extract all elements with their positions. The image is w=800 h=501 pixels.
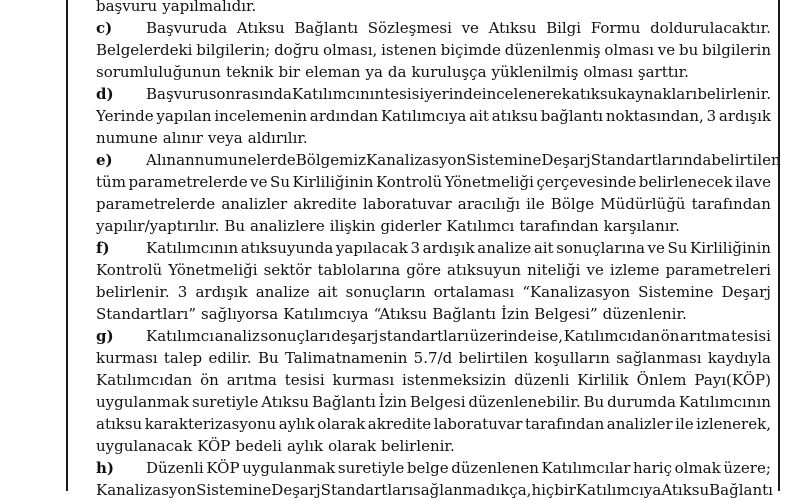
item-label: f): [96, 239, 110, 257]
paragraph-continuation: [96, 0, 771, 17]
line-text: Kanalizasyon Sistemine Deşarj Standartları sağlanmadıkça, hiçbir Katılımcıya Atıksu Bağlantı: [96, 481, 773, 499]
text-line: [96, 237, 771, 259]
text-line: [96, 83, 771, 105]
text-line: [96, 105, 771, 127]
text-line: [96, 457, 771, 479]
text-line: [96, 39, 771, 61]
line-text: Düzenli KÖP uygulanmak suretiyle belge düzenlenen Katılımcılar hariç olmak üzere;: [146, 459, 771, 477]
line-text: Belgelerdeki bilgilerin; doğru olması, istenen biçimde düzenlenmiş olması ve bu bilgilerin: [96, 41, 771, 59]
text-line: [96, 303, 771, 325]
text-line: [96, 347, 771, 369]
line-text: sorumluluğunun teknik bir eleman ya da kuruluşça yüklenilmiş olması şarttır.: [96, 63, 689, 81]
line-text: numune alınır veya aldırılır.: [96, 129, 308, 147]
text-line: [96, 413, 771, 435]
line-text: kurması talep edilir. Bu Talimatnamenin 5.7/d belirtilen koşulların sağlanması kaydıyla: [96, 349, 771, 367]
text-line: [96, 435, 771, 457]
paragraph-g: [96, 325, 771, 457]
page-left-border: [66, 0, 68, 491]
line-text: Kontrolü Yönetmeliği sektör tablolarına göre atıksuyun niteliği ve izleme parametreleri: [96, 261, 771, 279]
paragraph-d: [96, 83, 771, 149]
line-text: atıksu karakterizasyonu aylık olarak akredite laboratuvar tarafından analizler ile izlenerek,: [96, 415, 771, 433]
item-label: e): [96, 151, 113, 169]
line-text: Katılımcıdan ön arıtma tesisi kurması istenmeksizin düzenli Kirlilik Önlem Payı(KÖP): [96, 371, 771, 389]
line-text: tüm parametrelerde ve Su Kirliliğinin Kontrolü Yönetmeliği çerçevesinde belirlenecek ilave: [96, 173, 771, 191]
line-text: uygulanacak KÖP bedeli aylık olarak belirlenir.: [96, 437, 455, 455]
text-line: [96, 193, 771, 215]
text-line: [96, 325, 771, 347]
line-text: Alınan numunelerde Bölgemiz Kanalizasyon Sistemine Deşarj Standartlarında belirtilen: [146, 151, 781, 169]
text-line: [96, 215, 771, 237]
line-text: başvuru yapılmalıdır.: [96, 0, 257, 15]
text-line: [96, 369, 771, 391]
text-line: [96, 127, 771, 149]
line-text: Başvuruda Atıksu Bağlantı Sözleşmesi ve Atıksu Bilgi Formu doldurulacaktır.: [146, 19, 771, 37]
page-right-border: [778, 0, 780, 491]
text-line: [96, 281, 771, 303]
text-line: [96, 17, 771, 39]
line-text: uygulanmak suretiyle Atıksu Bağlantı İzin Belgesi düzenlenebilir. Bu durumda Katılımcının: [96, 393, 771, 411]
item-label: h): [96, 459, 115, 477]
item-label: d): [96, 85, 114, 103]
text-line: [96, 0, 771, 17]
line-text: Katılımcı analiz sonuçları deşarj standartları üzerinde ise, Katılımcıdan ön arıtma tesisi: [146, 327, 771, 345]
line-text: Standartları” sağlıyorsa Katılımcıya “Atıksu Bağlantı İzin Belgesi” düzenlenir.: [96, 305, 687, 323]
paragraph-c: [96, 17, 771, 83]
paragraph-f: [96, 237, 771, 325]
item-label: g): [96, 327, 114, 345]
text-line: [96, 479, 771, 501]
document-page: [96, 0, 781, 501]
item-label: c): [96, 19, 113, 37]
paragraph-e: [96, 149, 781, 237]
text-line: [96, 61, 771, 83]
text-line: [96, 391, 771, 413]
text-line: [96, 149, 781, 171]
line-text: Başvuru sonrasında Katılımcının tesisi yerinde incelenerek atıksu kaynakları belirlenir.: [146, 85, 771, 103]
line-text: Yerinde yapılan incelemenin ardından Katılımcıya ait atıksu bağlantı noktasından, 3 ardışık: [96, 107, 771, 125]
text-line: [96, 259, 771, 281]
line-text: belirlenir. 3 ardışık analize ait sonuçların ortalaması “Kanalizasyon Sistemine Deşarj: [96, 283, 771, 301]
text-line: [96, 171, 771, 193]
line-text: yapılır/yaptırılır. Bu analizlere ilişkin giderler Katılımcı tarafından karşılanır.: [96, 217, 680, 235]
paragraph-h: [96, 457, 771, 501]
line-text: Katılımcının atıksuyunda yapılacak 3 ardışık analize ait sonuçlarına ve Su Kirliliğinin: [146, 239, 771, 257]
line-text: parametrelerde analizler akredite laboratuvar aracılığı ile Bölge Müdürlüğü tarafından: [96, 195, 771, 213]
